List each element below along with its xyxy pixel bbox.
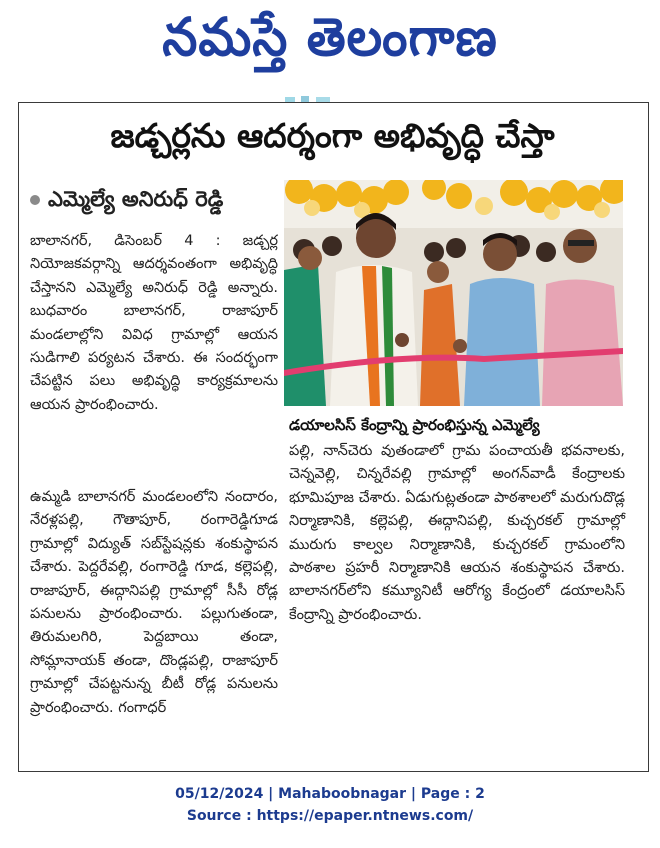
footer-dateline: 05/12/2024 | Mahaboobnagar | Page : 2 [175,786,485,802]
photo-caption: డయాలసిస్ కేంద్రాన్ని ప్రారంభిస్తున్న ఎమ్మెల్యే [289,416,540,434]
article-body-left-top: బాలానగర్, డిసెంబర్ 4 : జడ్చర్ల నియోజకవర్గాన్ని ఆదర్శవంతంగా అభివృద్ధి చేస్తానని ఎమ్మెల్యే అనిరుధ్ రెడ్డి అన్నారు. బుధవారం బాలానగర్, రాజాపూర్ మండలాల్లోని వివిధ గ్రామాల్లో ఆయన సుడిగాలి పర్యటన చేశారు. ఈ సందర్భంగా చేపట్టిన పలు అభివృద్ధి కార్యక్రమాలను ఆయన ప్రారంభించారు. [30,233,278,413]
photo-illustration [284,180,623,406]
article-photo [284,180,623,406]
footer [0,783,660,827]
subhead-text: ఎమ్మెల్యే అనిరుధ్ రెడ్డి [48,187,224,211]
bullet-icon [30,195,40,205]
masthead-title: నమస్తే తెలంగాణ [162,6,498,68]
article-body-right: పల్లి, నాన్‌చెరు వుతండాలో గ్రామ పంచాయతీ భవనాలకు, చెన్నవెల్లి, చిన్నరేవల్లి గ్రామాల్లో అంగన్‌వాడీ కేంద్రాలకు భూమిపూజ చేశారు. ఏడుగుట్లతండా పాఠశాలలో మరుగుదొడ్ల నిర్మాణానికి, కల్లెపల్లి, ఈద్గానిపల్లి, కుచ్చరకల్ గ్రామాల్లో మురుగు కాల్వల నిర్మాణానికి, కుచ్చరకల్ గ్రామంలోని పాఠశాల ప్రహరీ నిర్మాణానికి ఆయన శంకుస్థాపన చేశారు. బాలానగర్‌లోని కమ్యూనిటీ ఆరోగ్య కేంద్రంలో డయాలసిస్ కేంద్రాన్ని ప్రారంభించారు. [289,443,626,623]
article-headline: జడ్చర్లను ఆదర్శంగా అభివృద్ధి చేస్తా [110,116,555,155]
article-subhead [30,182,280,216]
article-body-left-bottom: ఉమ్మడి బాలానగర్ మండలంలోని నందారం, నేరళ్లపల్లి, గౌతాపూర్, రంగారెడ్డిగూడ గ్రామాల్లో విద్యుత్ సబ్‌స్టేషన్లకు శంకుస్థాపన చేశారు. పెద్దరేవల్లి, రంగారెడ్డి గూడ, కల్లెపల్లి, రాజాపూర్, ఈద్గానిపల్లి గ్రామాల్లో సీసీ రోడ్ల పనులను ప్రారంభించారు. పల్లుగుతండా, తిరుమలగిరి, పెద్దబాయి తండా, సోమ్లానాయక్ తండా, దొండ్లపల్లి, రాజాపూర్ గ్రామాల్లో చేపట్టనున్న బీటీ రోడ్ల పనులను ప్రారంభించారు. గంగాధర్ [30,489,278,716]
footer-source: Source : https://epaper.ntnews.com/ [186,808,474,824]
masthead [0,2,660,74]
